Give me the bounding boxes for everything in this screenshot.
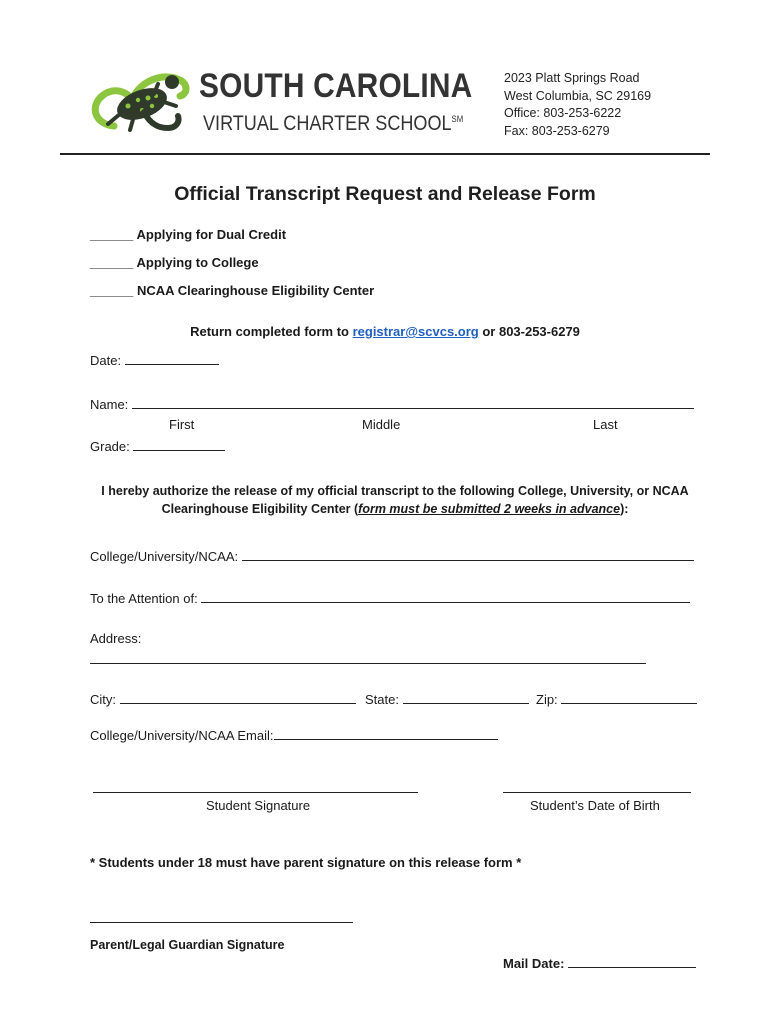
salamander-logo-icon — [84, 66, 192, 142]
mail-date-label: Mail Date: — [503, 956, 565, 971]
attention-field — [90, 590, 690, 606]
name-last-caption: Last — [593, 417, 618, 432]
name-first-caption: First — [169, 417, 195, 432]
state-label: State: — [365, 692, 399, 707]
date-label: Date: — [90, 353, 122, 368]
zip-line[interactable] — [561, 691, 697, 704]
address-label: Address: — [90, 631, 142, 646]
dual-credit-option[interactable] — [90, 227, 286, 242]
name-middle-caption: Middle — [362, 417, 401, 432]
mail-date-line[interactable] — [568, 955, 696, 968]
city-field — [90, 691, 356, 707]
city-line[interactable] — [120, 691, 356, 704]
college-email-line[interactable] — [274, 727, 498, 740]
address-line-input[interactable] — [90, 651, 646, 664]
parent-signature-label: Parent/Legal Guardian Signature — [90, 938, 285, 952]
fax-number: Fax: 803-253-6279 — [504, 123, 610, 138]
college-line[interactable] — [242, 548, 694, 561]
address-line: 2023 Platt Springs Road — [504, 71, 640, 85]
office-phone: Office: 803-253-6222 — [504, 106, 622, 120]
form-title: Official Transcript Request and Release Form — [174, 183, 596, 205]
state-line[interactable] — [403, 691, 529, 704]
ncaa-blank: ______ — [90, 283, 134, 298]
college-university-label: College/University/NCAA: — [90, 549, 239, 564]
parent-signature-line[interactable] — [90, 910, 353, 923]
college-email-field — [90, 727, 498, 743]
advance-notice: form must be submitted 2 weeks in advance — [358, 502, 621, 516]
college-label: Applying to College — [136, 255, 259, 270]
dual-credit-label: Applying for Dual Credit — [136, 227, 287, 242]
zip-field — [536, 691, 697, 707]
student-signature-label: Student Signature — [206, 798, 311, 813]
attention-label: To the Attention of: — [90, 591, 198, 606]
college-option[interactable] — [90, 255, 259, 270]
service-mark: SM — [451, 114, 464, 124]
name-line[interactable] — [132, 396, 694, 409]
student-signature-line[interactable] — [93, 780, 418, 793]
name-field — [90, 396, 694, 412]
date-of-birth-line[interactable] — [503, 780, 691, 793]
parent-signature-notice: * Students under 18 must have parent signature on this release form * — [90, 855, 522, 870]
ncaa-label: NCAA Clearinghouse Eligibility Center — [137, 283, 375, 298]
mail-date-field — [503, 955, 696, 971]
header-divider — [60, 153, 710, 155]
ncaa-option[interactable] — [90, 283, 374, 298]
state-field — [365, 691, 529, 707]
attention-line[interactable] — [201, 590, 690, 603]
return-instructions: Return completed form to registrar@scvcs.org or 803-253-6279 — [190, 324, 580, 339]
grade-field — [90, 438, 225, 454]
school-address — [504, 70, 651, 140]
date-of-birth-label: Student’s Date of Birth — [530, 798, 660, 813]
authorization-statement: I hereby authorize the release of my official transcript to the following College, University, or NCAA Clearinghouse Eligibility Center (form must be submitted 2 weeks in advance): — [101, 484, 689, 516]
name-label: Name: — [90, 397, 129, 412]
zip-label: Zip: — [536, 692, 558, 707]
college-email-label: College/University/NCAA Email: — [90, 728, 274, 743]
address-line: West Columbia, SC 29169 — [504, 88, 652, 103]
grade-label: Grade: — [90, 439, 130, 454]
grade-line[interactable] — [133, 438, 225, 451]
logo-title: SOUTH CAROLINA — [199, 67, 473, 105]
registrar-email-link[interactable]: registrar@scvcs.org — [352, 324, 479, 339]
college-field — [90, 548, 694, 564]
city-label: City: — [90, 692, 116, 707]
logo-subtitle: VIRTUAL CHARTER SCHOOL℠ — [203, 112, 464, 135]
date-line[interactable] — [125, 352, 219, 365]
dual-credit-blank: ______ — [90, 227, 134, 242]
date-field — [90, 352, 219, 368]
college-blank: ______ — [90, 255, 134, 270]
